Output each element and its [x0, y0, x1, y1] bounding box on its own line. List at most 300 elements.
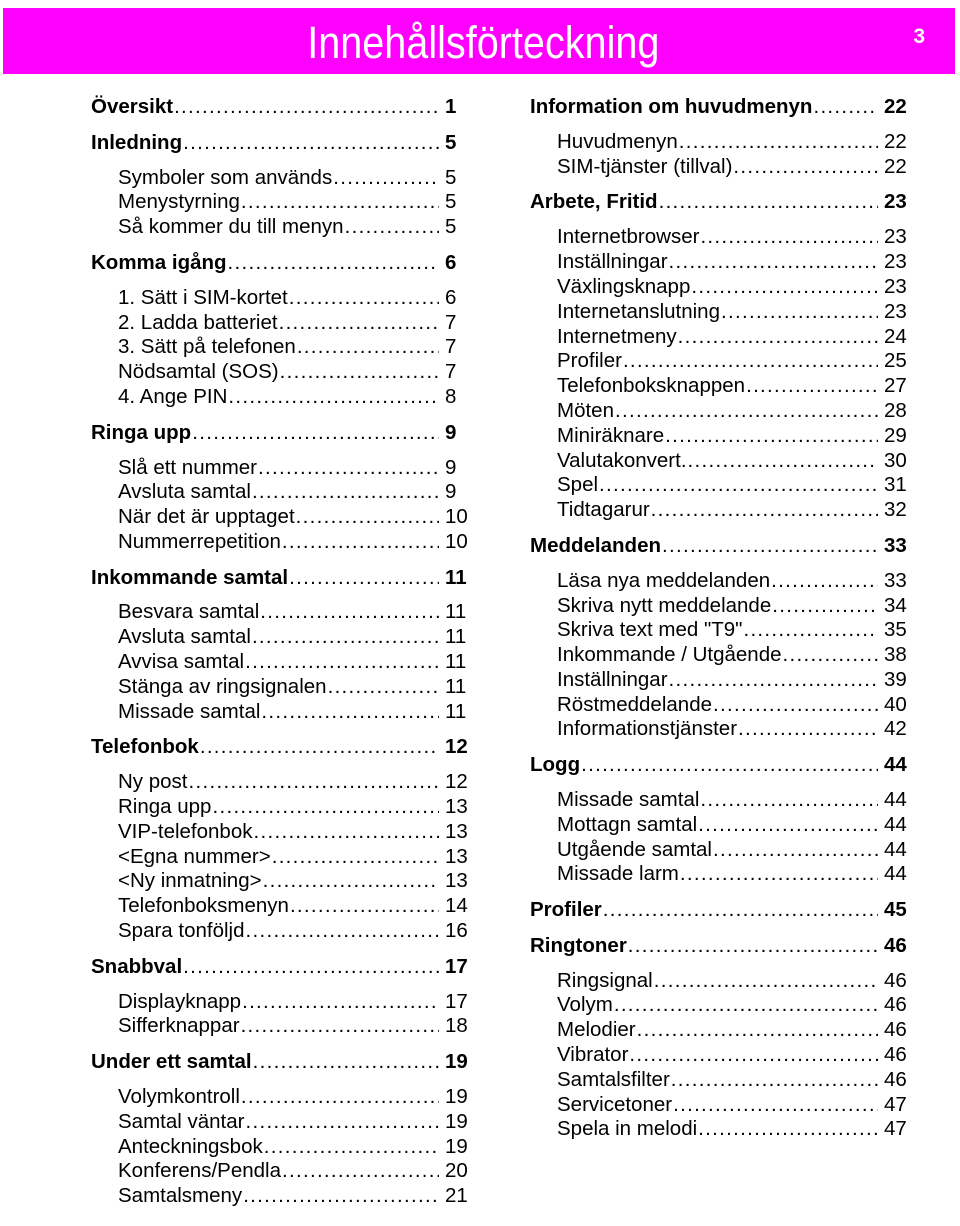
toc-item-entry[interactable] — [530, 813, 910, 838]
toc-entry-title: Besvara samtal — [118, 600, 260, 624]
dot-leader — [261, 700, 439, 725]
toc-entry-page: 5 — [445, 130, 457, 154]
toc-item-entry[interactable] — [91, 919, 471, 944]
dot-leader — [253, 1050, 439, 1075]
toc-entry-page: 44 — [884, 788, 907, 812]
toc-entry-page: 9 — [445, 455, 457, 479]
toc-item-entry[interactable] — [530, 374, 910, 399]
dot-leader — [228, 251, 439, 276]
dot-leader — [651, 498, 878, 523]
toc-entry-page: 47 — [884, 1117, 907, 1141]
toc-entry-page: 1 — [445, 95, 457, 118]
toc-item-entry[interactable] — [91, 1159, 471, 1184]
toc-entry-title: 4. Ange PIN — [118, 384, 228, 408]
toc-entry-page: 21 — [445, 1184, 468, 1208]
toc-entry-page: 33 — [884, 533, 907, 557]
toc-entry-title: Ringtoner — [530, 933, 627, 957]
dot-leader — [680, 862, 878, 887]
toc-entry-page: 6 — [445, 250, 457, 274]
toc-item-entry[interactable] — [530, 1117, 910, 1142]
toc-entry-page: 30 — [884, 448, 907, 472]
toc-item-entry[interactable] — [91, 675, 471, 700]
toc-entry-page: 5 — [445, 190, 457, 214]
dot-leader — [183, 955, 439, 980]
dot-leader — [698, 813, 878, 838]
dot-leader — [282, 1159, 439, 1184]
toc-entry-title: Spela in melodi — [557, 1117, 698, 1141]
toc-entry-title: Avsluta samtal — [118, 480, 251, 504]
toc-entry-title: Avvisa samtal — [118, 650, 245, 674]
dot-leader — [264, 1135, 439, 1160]
toc-item-entry[interactable] — [91, 1135, 471, 1160]
toc-entry-title: Internetanslutning — [557, 299, 720, 323]
toc-item-entry[interactable] — [530, 275, 910, 300]
toc-entry-page: 19 — [445, 1084, 468, 1108]
toc-section-entry[interactable] — [91, 735, 471, 760]
toc-entry-page: 31 — [884, 473, 907, 497]
dot-leader — [688, 449, 878, 474]
dot-leader — [290, 894, 439, 919]
dot-leader — [721, 300, 878, 325]
dot-leader — [242, 990, 439, 1015]
dot-leader — [174, 95, 439, 120]
toc-entry-page: 44 — [884, 837, 907, 861]
toc-entry-page: 10 — [445, 505, 468, 529]
toc-entry-title: Utgående samtal — [557, 837, 712, 861]
toc-entry-title: Stänga av ringsignalen — [118, 674, 327, 698]
dot-leader — [200, 735, 439, 760]
toc-entry-title: 1. Sätt i SIM-kortet — [118, 285, 288, 309]
dot-leader — [771, 569, 878, 594]
dot-leader — [241, 190, 439, 215]
toc-left-column — [91, 84, 471, 1209]
toc-item-entry[interactable] — [530, 155, 910, 180]
dot-leader — [241, 1085, 439, 1110]
toc-entry-page: 5 — [445, 165, 457, 189]
toc-entry-title: Komma igång — [91, 250, 227, 274]
toc-item-entry[interactable] — [91, 311, 471, 336]
toc-item-entry[interactable] — [530, 569, 910, 594]
toc-entry-page: 6 — [445, 285, 457, 309]
dot-leader — [691, 275, 878, 300]
toc-entry-title: Arbete, Fritid — [530, 190, 658, 214]
toc-item-entry[interactable] — [530, 399, 910, 424]
toc-entry-page: 40 — [884, 692, 907, 716]
toc-entry-title: Nummerrepetition — [118, 529, 281, 553]
dot-leader — [669, 668, 878, 693]
dot-leader — [713, 693, 878, 718]
toc-entry-title: Inställningar — [557, 250, 668, 274]
toc-entry-title: Profiler — [530, 898, 602, 922]
dot-leader — [743, 618, 878, 643]
dot-leader — [189, 770, 440, 795]
toc-item-entry[interactable] — [530, 449, 910, 474]
toc-entry-page: 13 — [445, 869, 468, 893]
dot-leader — [296, 505, 439, 530]
toc-entry-title: Internetmeny — [557, 324, 677, 348]
toc-entry-page: 11 — [445, 600, 467, 624]
toc-item-entry[interactable] — [530, 349, 910, 374]
toc-entry-title: 3. Sätt på telefonen — [118, 335, 296, 359]
dot-leader — [243, 1184, 439, 1209]
toc-entry-title: Sifferknappar — [118, 1014, 240, 1038]
toc-item-entry[interactable] — [530, 643, 910, 668]
dot-leader — [603, 898, 878, 923]
dot-leader — [665, 424, 878, 449]
toc-entry-page: 23 — [884, 274, 907, 298]
toc-entry-page: 29 — [884, 423, 907, 447]
toc-item-entry[interactable] — [91, 385, 471, 410]
dot-leader — [212, 795, 439, 820]
dot-leader — [258, 456, 439, 481]
toc-entry-page: 46 — [884, 993, 907, 1017]
dot-leader — [260, 600, 439, 625]
dot-leader — [659, 190, 878, 215]
toc-entry-page: 11 — [445, 650, 467, 674]
toc-entry-page: 34 — [884, 593, 907, 617]
toc-entry-page: 14 — [445, 894, 468, 918]
toc-entry-title: Ny post — [118, 770, 188, 794]
toc-entry-title: Profiler — [557, 349, 622, 373]
toc-entry-title: Spel — [557, 473, 599, 497]
dot-leader — [615, 399, 878, 424]
toc-item-entry[interactable] — [91, 335, 471, 360]
toc-item-entry[interactable] — [91, 869, 471, 894]
page-title: Innehållsförteckning — [307, 17, 660, 68]
toc-item-entry[interactable] — [91, 894, 471, 919]
toc-entry-title: Vibrator — [557, 1043, 629, 1067]
toc-entry-page: 27 — [884, 374, 907, 398]
toc-item-entry[interactable] — [530, 250, 910, 275]
toc-entry-title: Internetbrowser — [557, 225, 700, 249]
toc-entry-title: Översikt — [91, 95, 174, 118]
toc-item-entry[interactable] — [530, 225, 910, 250]
dot-leader — [813, 95, 878, 120]
toc-entry-title: Miniräknare — [557, 423, 665, 447]
toc-entry-title: Avsluta samtal — [118, 625, 251, 649]
toc-item-entry[interactable] — [91, 1014, 471, 1039]
dot-leader — [698, 1117, 878, 1142]
toc-entry-page: 19 — [445, 1109, 468, 1133]
toc-entry-title: <Ny inmatning> — [118, 869, 262, 893]
toc-item-entry[interactable] — [91, 456, 471, 481]
header-bar — [3, 8, 955, 74]
toc-entry-page: 22 — [884, 129, 907, 153]
dot-leader — [252, 625, 439, 650]
toc-entry-title: När det är upptaget — [118, 505, 295, 529]
dot-leader — [623, 349, 878, 374]
toc-item-entry[interactable] — [91, 600, 471, 625]
toc-item-entry[interactable] — [91, 990, 471, 1015]
toc-section-entry[interactable] — [91, 421, 471, 446]
toc-entry-page: 19 — [445, 1050, 468, 1073]
toc-item-entry[interactable] — [91, 215, 471, 240]
toc-entry-page: 12 — [445, 735, 468, 759]
toc-entry-title: Informationstjänster — [557, 717, 738, 741]
dot-leader — [245, 1110, 439, 1135]
toc-entry-page: 25 — [884, 349, 907, 373]
dot-leader — [183, 131, 439, 156]
toc-entry-page: 38 — [884, 643, 907, 667]
toc-entry-page: 17 — [445, 989, 468, 1013]
dot-leader — [263, 869, 439, 894]
toc-section-entry[interactable] — [91, 95, 471, 120]
dot-leader — [738, 717, 878, 742]
toc-item-entry[interactable] — [530, 325, 910, 350]
toc-entry-page: 18 — [445, 1014, 468, 1038]
toc-item-entry[interactable] — [91, 770, 471, 795]
dot-leader — [654, 969, 878, 994]
dot-leader — [733, 155, 878, 180]
toc-entry-title: Telefonboksknappen — [557, 374, 746, 398]
toc-item-entry[interactable] — [91, 480, 471, 505]
dot-leader — [333, 166, 439, 191]
page-number: 3 — [913, 25, 925, 48]
dot-leader — [673, 1093, 878, 1118]
toc-entry-page: 17 — [445, 954, 468, 978]
dot-leader — [700, 225, 878, 250]
toc-entry-title: Meddelanden — [530, 533, 661, 557]
toc-entry-title: Telefonboksmenyn — [118, 894, 289, 918]
toc-entry-title: Displayknapp — [118, 989, 242, 1013]
dot-leader — [279, 311, 439, 336]
toc-section-entry[interactable] — [530, 95, 910, 120]
toc-entry-page: 20 — [445, 1159, 468, 1183]
toc-entry-page: 39 — [884, 667, 907, 691]
toc-entry-title: Samtal väntar — [118, 1109, 245, 1133]
toc-entry-title: Läsa nya meddelanden — [557, 568, 771, 592]
toc-item-entry[interactable] — [530, 668, 910, 693]
toc-section-entry[interactable] — [530, 190, 910, 215]
toc-entry-title: Logg — [530, 753, 581, 777]
toc-entry-title: Slå ett nummer — [118, 455, 257, 479]
toc-entry-title: Ringsignal — [557, 968, 653, 992]
dot-leader — [246, 919, 439, 944]
dot-leader — [253, 820, 439, 845]
toc-entry-title: Menystyrning — [118, 190, 240, 214]
toc-item-entry[interactable] — [91, 650, 471, 675]
dot-leader — [669, 250, 878, 275]
toc-entry-title: Så kommer du till menyn — [118, 215, 344, 239]
toc-section-entry[interactable] — [91, 566, 471, 591]
dot-leader — [772, 594, 878, 619]
toc-item-entry[interactable] — [91, 1085, 471, 1110]
toc-entry-page: 7 — [445, 310, 457, 334]
toc-entry-title: SIM-tjänster (tillval) — [557, 154, 733, 178]
toc-entry-page: 45 — [884, 898, 907, 922]
toc-item-entry[interactable] — [530, 993, 910, 1018]
toc-item-entry[interactable] — [91, 505, 471, 530]
toc-entry-page: 24 — [884, 324, 907, 348]
toc-section-entry[interactable] — [530, 534, 910, 559]
toc-item-entry[interactable] — [530, 838, 910, 863]
toc-right-column — [530, 84, 910, 1142]
toc-item-entry[interactable] — [530, 473, 910, 498]
toc-section-entry[interactable] — [91, 1050, 471, 1075]
toc-entry-page: 23 — [884, 225, 907, 249]
toc-section-entry[interactable] — [530, 898, 910, 923]
toc-entry-page: 11 — [445, 674, 467, 698]
toc-entry-title: Symboler som används — [118, 165, 333, 189]
toc-section-entry[interactable] — [530, 934, 910, 959]
toc-entry-title: Spara tonföljd — [118, 919, 245, 943]
toc-item-entry[interactable] — [530, 498, 910, 523]
toc-item-entry[interactable] — [91, 795, 471, 820]
toc-item-entry[interactable] — [91, 1184, 471, 1209]
toc-entry-page: 23 — [884, 190, 907, 214]
toc-entry-page: 7 — [445, 335, 457, 359]
dot-leader — [629, 1043, 878, 1068]
dot-leader — [289, 286, 439, 311]
toc-item-entry[interactable] — [530, 969, 910, 994]
dot-leader — [700, 788, 878, 813]
toc-item-entry[interactable] — [530, 1068, 910, 1093]
toc-item-entry[interactable] — [91, 1110, 471, 1135]
dot-leader — [228, 385, 439, 410]
dot-leader — [783, 643, 879, 668]
toc-item-entry[interactable] — [91, 820, 471, 845]
toc-entry-page: 9 — [445, 480, 457, 504]
toc-item-entry[interactable] — [91, 360, 471, 385]
toc-entry-title: VIP-telefonbok — [118, 819, 253, 843]
toc-entry-title: Missade samtal — [557, 788, 700, 812]
toc-entry-title: Röstmeddelande — [557, 692, 712, 716]
dot-leader — [297, 335, 439, 360]
toc-entry-title: Skriva text med "T9" — [557, 618, 743, 642]
toc-item-entry[interactable] — [530, 1018, 910, 1043]
toc-item-entry[interactable] — [530, 300, 910, 325]
dot-leader — [678, 325, 878, 350]
toc-entry-title: Melodier — [557, 1018, 636, 1042]
toc-entry-title: 2. Ladda batteriet — [118, 310, 278, 334]
toc-entry-title: Volymkontroll — [118, 1084, 240, 1108]
toc-section-entry[interactable] — [91, 131, 471, 156]
toc-entry-title: Missade larm — [557, 862, 679, 886]
toc-entry-page: 35 — [884, 618, 907, 642]
toc-entry-page: 13 — [445, 819, 468, 843]
toc-item-entry[interactable] — [530, 788, 910, 813]
toc-item-entry[interactable] — [530, 130, 910, 155]
toc-entry-title: Inkommande / Utgående — [557, 643, 782, 667]
dot-leader — [628, 934, 878, 959]
toc-entry-title: Information om huvudmenyn — [530, 95, 813, 118]
toc-entry-page: 22 — [884, 95, 907, 118]
dot-leader — [679, 130, 878, 155]
dot-leader — [241, 1014, 439, 1039]
toc-entry-page: 46 — [884, 1067, 907, 1091]
toc-entry-title: Valutakonvert. — [557, 448, 687, 472]
toc-entry-page: 7 — [445, 360, 457, 384]
toc-item-entry[interactable] — [91, 286, 471, 311]
toc-entry-page: 42 — [884, 717, 907, 741]
dot-leader — [614, 993, 878, 1018]
toc-entry-page: 13 — [445, 795, 468, 819]
toc-item-entry[interactable] — [530, 1093, 910, 1118]
dot-leader — [581, 753, 878, 778]
toc-entry-page: 19 — [445, 1134, 468, 1158]
toc-item-entry[interactable] — [91, 700, 471, 725]
dot-leader — [345, 215, 439, 240]
toc-item-entry[interactable] — [91, 530, 471, 555]
toc-entry-title: Snabbval — [91, 954, 183, 978]
dot-leader — [713, 838, 878, 863]
toc-item-entry[interactable] — [530, 717, 910, 742]
dot-leader — [746, 374, 878, 399]
toc-item-entry[interactable] — [91, 166, 471, 191]
toc-item-entry[interactable] — [91, 190, 471, 215]
toc-entry-page: 13 — [445, 844, 468, 868]
toc-entry-page: 9 — [445, 420, 457, 444]
toc-entry-page: 47 — [884, 1092, 907, 1116]
toc-entry-title: Mottagn samtal — [557, 812, 698, 836]
toc-entry-page: 5 — [445, 215, 457, 239]
toc-entry-title: Inställningar — [557, 667, 668, 691]
toc-entry-title: Servicetoner — [557, 1092, 673, 1116]
toc-entry-page: 44 — [884, 862, 907, 886]
toc-section-entry[interactable] — [530, 753, 910, 778]
dot-leader — [282, 530, 439, 555]
toc-entry-page: 46 — [884, 933, 907, 957]
toc-entry-page: 44 — [884, 812, 907, 836]
toc-entry-title: Tidtagarur — [557, 498, 650, 522]
dot-leader — [328, 675, 439, 700]
dot-leader — [599, 473, 878, 498]
toc-entry-page: 46 — [884, 968, 907, 992]
toc-entry-page: 46 — [884, 1018, 907, 1042]
toc-entry-title: Växlingsknapp — [557, 274, 691, 298]
toc-entry-page: 46 — [884, 1043, 907, 1067]
dot-leader — [671, 1068, 878, 1093]
toc-item-entry[interactable] — [530, 594, 910, 619]
toc-entry-title: Missade samtal — [118, 699, 261, 723]
toc-entry-title: Skriva nytt meddelande — [557, 593, 772, 617]
toc-entry-title: Samtalsfilter — [557, 1067, 670, 1091]
toc-item-entry[interactable] — [91, 625, 471, 650]
toc-entry-title: Inledning — [91, 130, 183, 154]
dot-leader — [192, 421, 439, 446]
toc-entry-page: 10 — [445, 529, 468, 553]
toc-entry-title: Volym — [557, 993, 613, 1017]
toc-item-entry[interactable] — [530, 862, 910, 887]
toc-entry-title: Samtalsmeny — [118, 1184, 243, 1208]
toc-entry-title: Anteckningsbok — [118, 1134, 263, 1158]
toc-section-entry[interactable] — [91, 955, 471, 980]
toc-item-entry[interactable] — [530, 1043, 910, 1068]
dot-leader — [272, 845, 439, 870]
toc-entry-page: 33 — [884, 568, 907, 592]
dot-leader — [289, 566, 439, 591]
dot-leader — [280, 360, 439, 385]
toc-entry-title: Under ett samtal — [91, 1050, 252, 1073]
toc-entry-title: Ringa upp — [118, 795, 212, 819]
toc-entry-title: Inkommande samtal — [91, 565, 289, 589]
toc-item-entry[interactable] — [530, 424, 910, 449]
toc-entry-page: 32 — [884, 498, 907, 522]
dot-leader — [252, 480, 439, 505]
toc-entry-page: 11 — [445, 565, 467, 589]
toc-entry-page: 12 — [445, 770, 468, 794]
toc-entry-title: Nödsamtal (SOS) — [118, 360, 279, 384]
toc-entry-title: Huvudmenyn — [557, 129, 678, 153]
toc-section-entry[interactable] — [91, 251, 471, 276]
toc-item-entry[interactable] — [530, 618, 910, 643]
toc-entry-page: 11 — [445, 699, 467, 723]
toc-entry-page: 8 — [445, 384, 457, 408]
dot-leader — [637, 1018, 878, 1043]
toc-item-entry[interactable] — [91, 845, 471, 870]
toc-item-entry[interactable] — [530, 693, 910, 718]
toc-entry-title: Möten — [557, 398, 614, 422]
